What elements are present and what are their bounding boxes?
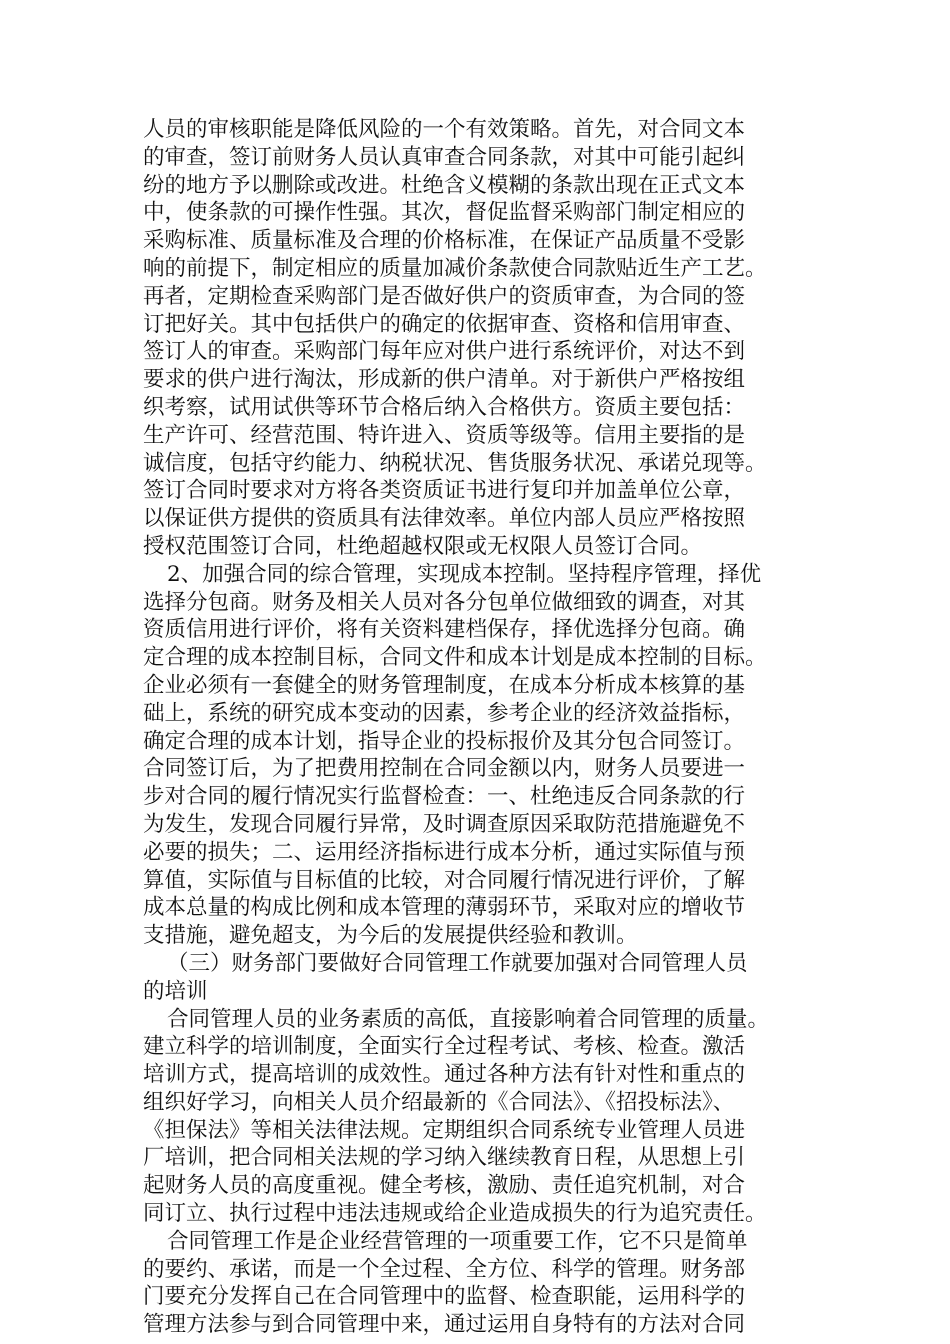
text-line: 必要的损失；二、运用经济指标进行成本分析，通过实际值与预	[143, 839, 746, 865]
document-page	[143, 116, 783, 1339]
text-line: 以保证供方提供的资质具有法律效率。单位内部人员应严格按照	[143, 506, 746, 532]
text-line: 定合理的成本控制目标，合同文件和成本计划是成本控制的目标。	[143, 645, 767, 671]
text-line: 中，使条款的可操作性强。其次，督促监督采购部门制定相应的	[143, 200, 746, 226]
text-line: 成本总量的构成比例和成本管理的薄弱环节，采取对应的增收节	[143, 895, 746, 921]
text-line: 人员的审核职能是降低风险的一个有效策略。首先，对合同文本	[143, 117, 746, 142]
text-line: 织考察，试用试供等环节合格后纳入合格供方。资质主要包括：	[143, 394, 746, 420]
text-line: 授权范围签订合同，杜绝超越权限或无权限人员签订合同。	[143, 533, 703, 559]
text-line: 组织好学习，向相关人员介绍最新的《合同法》、《招投标法》、	[143, 1089, 735, 1115]
text-line: 门要充分发挥自己在合同管理中的监督、检查职能，运用科学的	[143, 1284, 746, 1310]
text-line: 企业必须有一套健全的财务管理制度，在成本分析成本核算的基	[143, 672, 746, 698]
text-line: 的要约、承诺，而是一个全过程、全方位、科学的管理。财务部	[143, 1256, 746, 1282]
text-line: 支措施，避免超支，为今后的发展提供经验和教训。	[143, 923, 638, 949]
text-line: 订把好关。其中包括供户的确定的依据审查、资格和信用审查、	[143, 311, 746, 337]
text-line: 起财务人员的高度重视。健全考核，激励、责任追究机制，对合	[143, 1173, 746, 1199]
text-line: 础上，系统的研究成本变动的因素，参考企业的经济效益指标，	[143, 700, 746, 726]
text-line: 同订立、执行过程中违法违规或给企业造成损失的行为追究责任。	[143, 1201, 767, 1227]
paragraph-start-line: 2、加强合同的综合管理，实现成本控制。坚持程序管理，择优	[167, 561, 762, 587]
paragraph-start-line: 合同管理人员的业务素质的高低，直接影响着合同管理的质量。	[167, 1006, 770, 1032]
text-line: 确定合理的成本计划，指导企业的投标报价及其分包合同签订。	[143, 728, 746, 754]
text-line: 《担保法》等相关法律法规。定期组织合同系统专业管理人员进	[143, 1117, 746, 1143]
text-line: 再者，定期检查采购部门是否做好供户的资质审查，为合同的签	[143, 283, 746, 309]
text-line: 签订人的审查。采购部门每年应对供户进行系统评价，对达不到	[143, 339, 746, 365]
text-line: 响的前提下，制定相应的质量加减价条款使合同款贴近生产工艺。	[143, 255, 767, 281]
text-line: 培训方式，提高培训的成效性。通过各种方法有针对性和重点的	[143, 1062, 746, 1088]
text-line: 采购标准、质量标准及合理的价格标准，在保证产品质量不受影	[143, 228, 746, 254]
text-line: 的审查，签订前财务人员认真审查合同条款，对其中可能引起纠	[143, 144, 746, 170]
text-line: 步对合同的履行情况实行监督检查：一、杜绝违反合同条款的行	[143, 784, 746, 810]
text-line: 算值，实际值与目标值的比较，对合同履行情况进行评价，了解	[143, 867, 746, 893]
text-line: 资质信用进行评价，将有关资料建档保存，择优选择分包商。确	[143, 617, 746, 643]
text-line: 要求的供户进行淘汰，形成新的供户清单。对于新供户严格按组	[143, 367, 746, 393]
text-line: 签订合同时要求对方将各类资质证书进行复印并加盖单位公章，	[143, 478, 746, 504]
text-line: 生产许可、经营范围、特许进入、资质等级等。信用主要指的是	[143, 422, 746, 448]
text-line: 选择分包商。财务及相关人员对各分包单位做细致的调查，对其	[143, 589, 746, 615]
paragraph-start-line: 合同管理工作是企业经营管理的一项重要工作，它不只是简单	[167, 1228, 748, 1254]
text-line: 厂培训，把合同相关法规的学习纳入继续教育日程，从思想上引	[143, 1145, 746, 1171]
text-line: 纷的地方予以删除或改进。杜绝含义模糊的条款出现在正式文本	[143, 172, 746, 198]
text-line: 诚信度，包括守约能力、纳税状况、售货服务状况、承诺兑现等。	[143, 450, 767, 476]
text-line: 合同签订后，为了把费用控制在合同金额以内，财务人员要进一	[143, 756, 746, 782]
section-heading-line: （三）财务部门要做好合同管理工作就要加强对合同管理人员	[167, 950, 748, 976]
text-line: 为发生，发现合同履行异常，及时调查原因采取防范措施避免不	[143, 811, 746, 837]
text-line: 建立科学的培训制度，全面实行全过程考试、考核、检查。激活	[143, 1034, 746, 1060]
section-heading-line: 的培训	[143, 978, 208, 1004]
text-line: 管理方法参与到合同管理中来，通过运用自身特有的方法对合同	[143, 1312, 746, 1338]
